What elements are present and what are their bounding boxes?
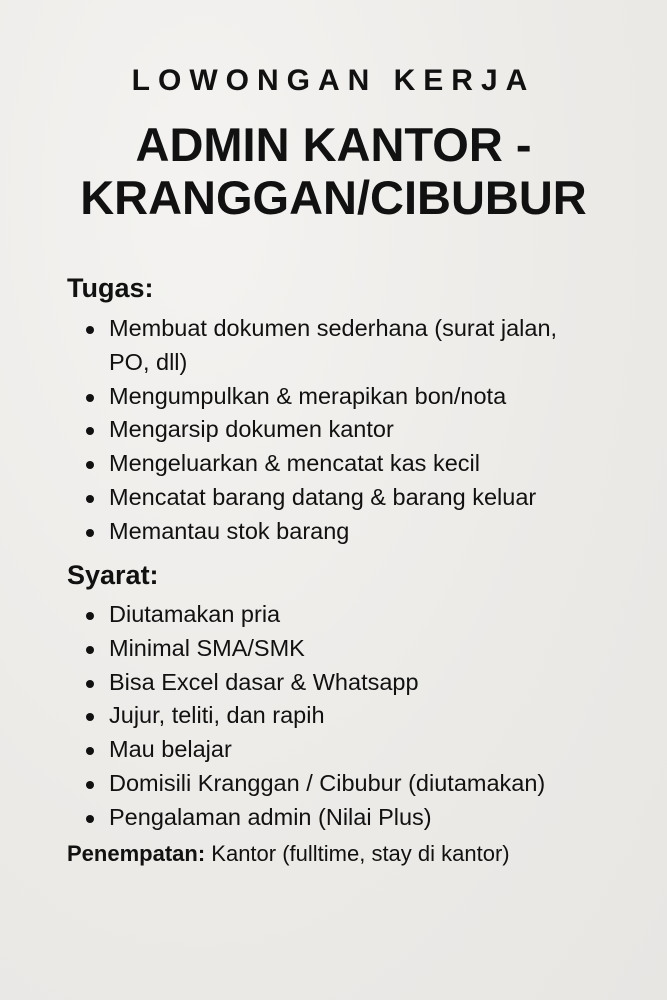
list-item: Mengarsip dokumen kantor bbox=[82, 413, 579, 447]
tugas-heading: Tugas: bbox=[67, 273, 154, 303]
list-item: Mau belajar bbox=[82, 733, 579, 767]
syarat-heading: Syarat: bbox=[67, 560, 159, 590]
list-item: Domisili Kranggan / Cibubur (diutamakan) bbox=[82, 767, 629, 801]
title-line-2: KRANGGAN/CIBUBUR bbox=[80, 171, 587, 224]
list-item: Pengalaman admin (Nilai Plus) bbox=[82, 801, 579, 835]
penempatan-label: Penempatan: bbox=[67, 841, 206, 866]
title-line-1: ADMIN KANTOR - bbox=[135, 118, 532, 171]
list-item: Mencatat barang datang & barang keluar bbox=[82, 481, 579, 515]
tugas-list bbox=[82, 312, 579, 549]
page-title bbox=[0, 118, 667, 224]
list-item: Bisa Excel dasar & Whatsapp bbox=[82, 666, 579, 700]
penempatan bbox=[67, 841, 510, 867]
penempatan-value: Kantor (fulltime, stay di kantor) bbox=[211, 841, 510, 866]
list-item: Jujur, teliti, dan rapih bbox=[82, 699, 579, 733]
syarat-list bbox=[82, 598, 629, 835]
list-item: Membuat dokumen sederhana (surat jalan, PO, dll) bbox=[82, 312, 579, 380]
list-item: Mengumpulkan & merapikan bon/nota bbox=[82, 380, 579, 414]
list-item: Mengeluarkan & mencatat kas kecil bbox=[82, 447, 579, 481]
list-item: Minimal SMA/SMK bbox=[82, 632, 579, 666]
kicker-heading: LOWONGAN KERJA bbox=[131, 64, 536, 97]
list-item: Memantau stok barang bbox=[82, 515, 579, 549]
list-item: Diutamakan pria bbox=[82, 598, 579, 632]
